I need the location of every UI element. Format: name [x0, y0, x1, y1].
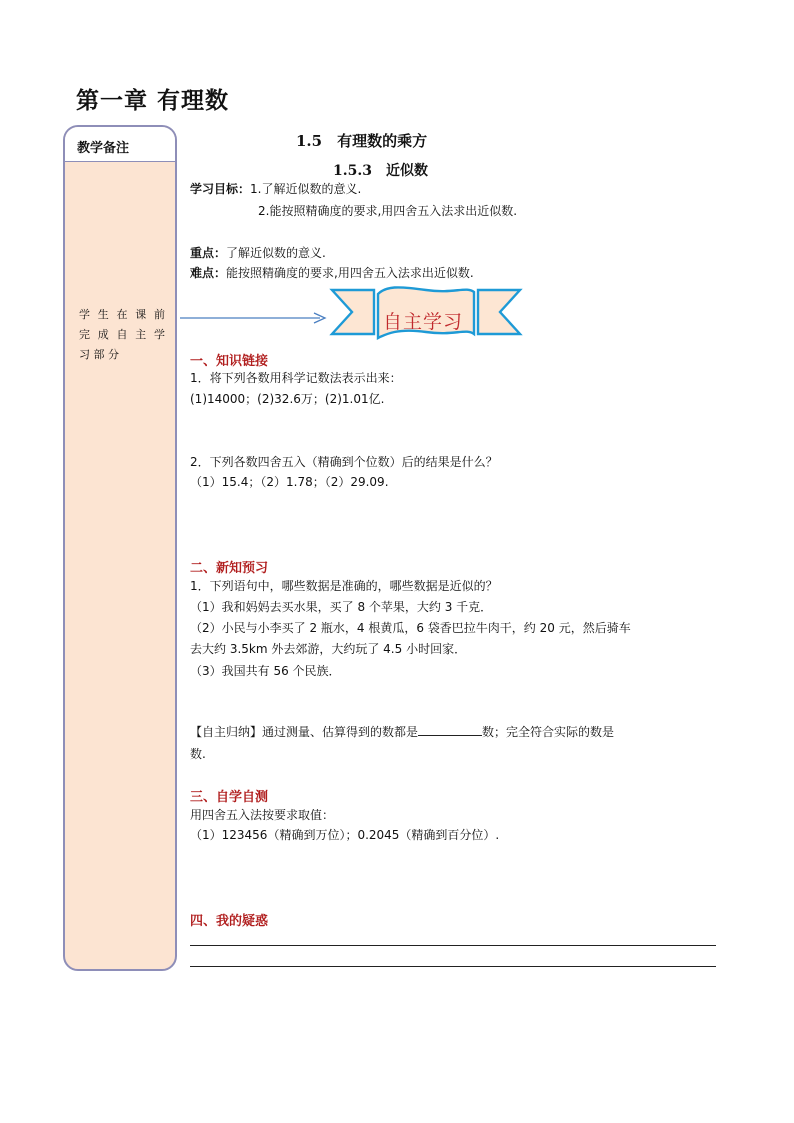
sidebar-note [79, 305, 165, 365]
part3-heading: 三、自学自测 [190, 790, 269, 805]
sidebar-note-line: 完 成 自 主 学 [79, 328, 165, 341]
part1-q2: 2．下列各数四舍五入（精确到个位数）后的结果是什么？ [190, 455, 498, 469]
sidebar-title: 教学备注 [77, 141, 130, 156]
part3-line2: （1）123456（精确到万位）；0.2045（精确到百分位）. [190, 828, 500, 842]
objective-1: 1.了解近似数的意义. [250, 182, 362, 196]
summary-text-a: 【自主归纳】通过测量、估算得到的数都是 [190, 725, 419, 739]
summary-text-c: 数. [190, 747, 206, 761]
part1-heading: 一、知识链接 [190, 354, 269, 369]
objectives-label: 学习目标： [190, 182, 251, 196]
subsection-title: 1.5.3 近似数 [333, 163, 428, 179]
self-summary [190, 723, 614, 741]
answer-line[interactable] [190, 966, 716, 967]
part3-line1: 用四舍五入法按要求取值： [190, 808, 335, 822]
key-point-label: 重点： [190, 246, 227, 260]
part2-item2a: （2）小民与小李买了 2 瓶水，4 根黄瓜，6 袋香巴拉牛肉干，约 20 元，然后骑车 [190, 621, 631, 635]
answer-blank[interactable] [418, 723, 482, 736]
part1-q1-items: (1)14000；(2)32.6万；(2)1.01亿. [190, 392, 385, 406]
part1-q2-items: （1）15.4；（2）1.78；（2）29.09. [190, 475, 389, 489]
section-title: 1.5 有理数的乘方 [296, 132, 428, 150]
chapter-title: 第一章 有理数 [76, 88, 230, 114]
difficulty-label: 难点： [190, 266, 227, 280]
objective-2: 2.能按照精确度的要求,用四舍五入法求出近似数. [258, 204, 518, 218]
part2-item1: （1）我和妈妈去买水果，买了 8 个苹果，大约 3 千克． [190, 600, 493, 614]
part2-heading: 二、新知预习 [190, 561, 269, 576]
difficulty [190, 264, 474, 282]
sidebar-note-line: 学 生 在 课 前 [79, 308, 165, 321]
key-point [190, 244, 326, 262]
objectives-line-1 [190, 180, 361, 198]
sidebar-header [65, 127, 175, 162]
part2-item2b: 去大约 3.5km 外去郊游，大约玩了 4.5 小时回家． [190, 642, 467, 656]
key-point-text: 了解近似数的意义. [226, 246, 326, 260]
teaching-notes-sidebar [63, 125, 177, 971]
part4-heading: 四、我的疑惑 [190, 914, 269, 929]
difficulty-text: 能按照精确度的要求,用四舍五入法求出近似数. [226, 266, 474, 280]
answer-line[interactable] [190, 945, 716, 946]
part2-q1: 1．下列语句中，哪些数据是准确的，哪些数据是近似的？ [190, 579, 498, 593]
banner-label: 自主学习 [383, 311, 464, 333]
summary-text-b: 数；完全符合实际的数是 [482, 725, 615, 739]
part2-item3: （3）我国共有 56 个民族． [190, 664, 341, 678]
sidebar-note-line: 习 部 分 [79, 348, 119, 361]
part1-q1: 1．将下列各数用科学记数法表示出来： [190, 371, 402, 385]
arrow-icon [180, 310, 330, 326]
